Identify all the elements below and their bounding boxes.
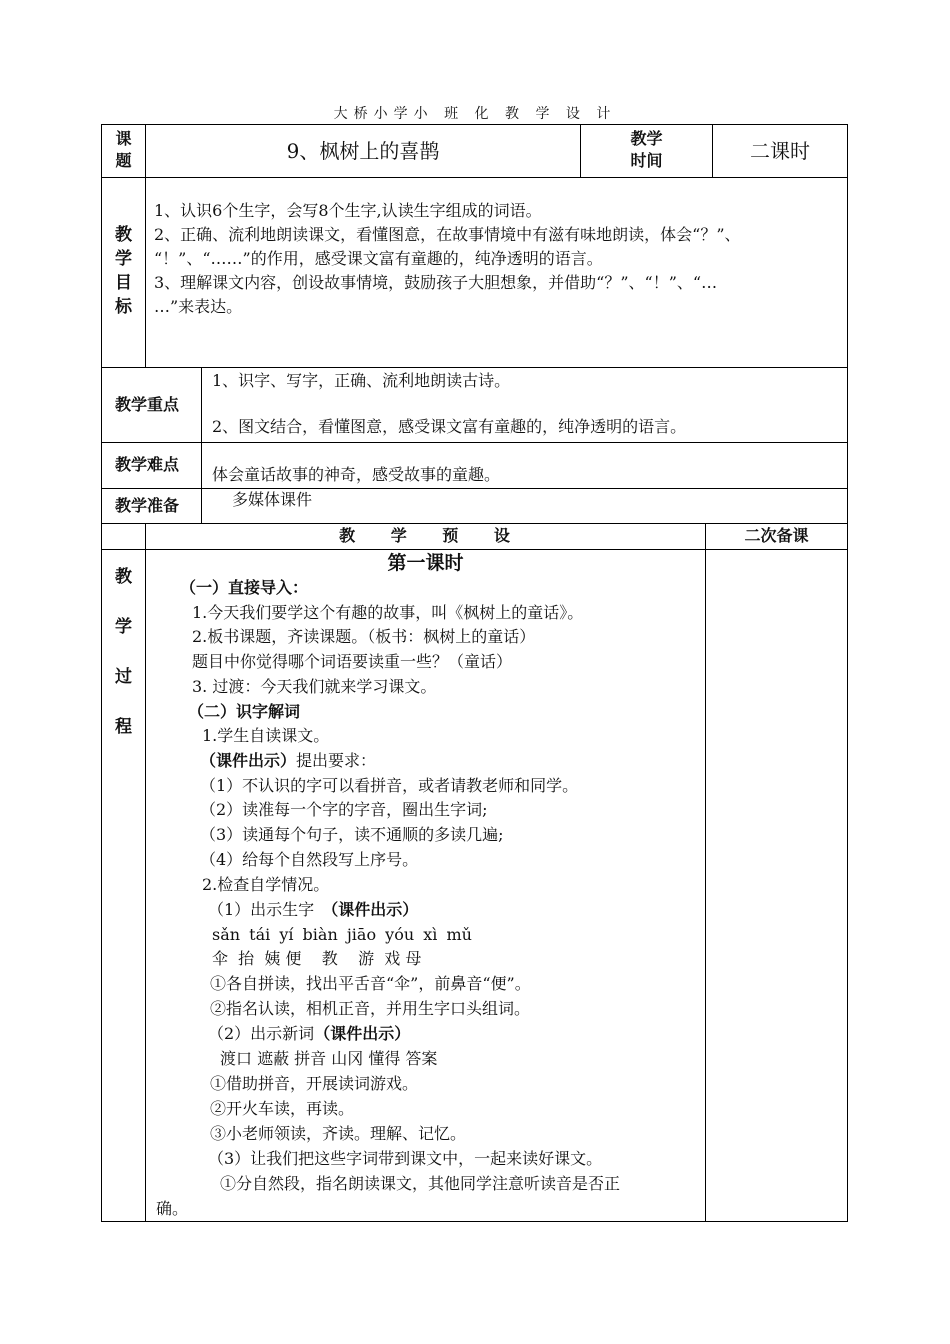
process-line: 2.检查自学情况。 (202, 875, 330, 894)
preparation-label: 教学准备 (115, 496, 180, 515)
objective-line: 2、正确、流利地朗读课文，看懂图意，在故事情境中有滋有味地朗读，体会“？”、 (154, 225, 741, 244)
difficulty-text: 体会童话故事的神奇，感受故事的童趣。 (212, 465, 501, 484)
process-line: （3）让我们把这些字词带到课文中，一起来读好课文。 (208, 1149, 603, 1168)
requirement-line: （4）给每个自然段写上序号。 (200, 850, 419, 869)
difficulty-label: 教学难点 (115, 455, 180, 474)
process-line (200, 749, 376, 773)
page-header: 大桥小学小 班 化 教 学 设 计 (333, 106, 617, 122)
section-title: （一）直接导入： (180, 578, 309, 597)
courseware-tag: （课件出示） (200, 751, 297, 770)
objective-line: 1、认识6个生字，会写8个生字,认读生字组成的词语。 (154, 201, 542, 220)
topic-label: 课 题 (115, 129, 132, 170)
process-line: 题目中你觉得哪个词语要读重一些？（童话） (192, 652, 513, 671)
courseware-tag: （课件出示） (314, 1024, 411, 1043)
teaching-preset-header: 教 学 预 设 (339, 526, 512, 545)
process-line: 确。 (156, 1199, 189, 1218)
requirement-line: （2）读准每一个字的字音，圈出生字词; (200, 800, 488, 819)
process-line: ①分自然段，指名朗读课文，其他同学注意听读音是否正 (220, 1174, 621, 1193)
process-line: ②指名认读，相机正音，并用生字口头组词。 (210, 999, 531, 1018)
requirement-line: （1）不认识的字可以看拼音，或者请教老师和同学。 (200, 776, 579, 795)
time-label: 教学 时间 (630, 129, 663, 170)
objective-line: 3、理解课文内容，创设故事情境，鼓励孩子大胆想象，并借助“？”、“！”、“… (154, 273, 718, 292)
objectives-label: 教 学 目 标 (115, 225, 132, 317)
requirement-line: （3）读通每个句子，读不通顺的多读几遍; (200, 825, 504, 844)
process-line: 1.学生自读课文。 (202, 726, 330, 745)
process-line: ①各自拼读，找出平舌音“伞”，前鼻音“便”。 (210, 974, 531, 993)
key-point-line: 2、图文结合，看懂图意，感受课文富有童趣的，纯净透明的语言。 (212, 417, 687, 436)
objective-line: …”来表达。 (154, 297, 243, 316)
second-prep-header: 二次备课 (744, 526, 809, 545)
session-title: 第一课时 (387, 552, 464, 574)
new-characters: 伞 抬 姨 便 教 游 戏 母 (212, 949, 422, 968)
show-words-text: （2）出示新词 (208, 1024, 315, 1043)
section-title: （二）识字解词 (188, 702, 301, 721)
process-line: ①借助拼音，开展读词游戏。 (210, 1074, 419, 1093)
new-words: 渡口 遮蔽 拼音 山冈 懂得 答案 (220, 1049, 438, 1068)
process-line: 3. 过渡：今天我们就来学习课文。 (192, 677, 437, 696)
objective-line: “！”、“……”的作用，感受课文富有童趣的，纯净透明的语言。 (154, 249, 603, 268)
preparation-text: 多媒体课件 (232, 490, 313, 509)
key-point-line: 1、识字、写字，正确、流利地朗读古诗。 (212, 371, 511, 390)
process-line (208, 1022, 410, 1046)
requirement-text: 提出要求： (296, 751, 377, 770)
show-chars-text: （1）出示生字 (208, 900, 315, 919)
process-line: ②开火车读，再读。 (210, 1099, 355, 1118)
process-line: 2.板书课题，齐读课题。（板书：枫树上的童话） (192, 627, 536, 646)
key-points-label: 教学重点 (115, 395, 180, 414)
courseware-tag: （课件出示） (322, 900, 419, 919)
pinyin-line: sǎn tái yí biàn jiāo yóu xì mǔ (212, 925, 472, 944)
process-label: 教 学 过 程 (115, 567, 132, 737)
process-line (208, 898, 418, 922)
process-line: ③小老师领读，齐读。理解、记忆。 (210, 1124, 467, 1143)
topic-title: 9、枫树上的喜鹊 (286, 139, 440, 163)
time-value: 二课时 (750, 139, 810, 163)
process-line: 1.今天我们要学这个有趣的故事，叫《枫树上的童话》。 (192, 603, 584, 622)
